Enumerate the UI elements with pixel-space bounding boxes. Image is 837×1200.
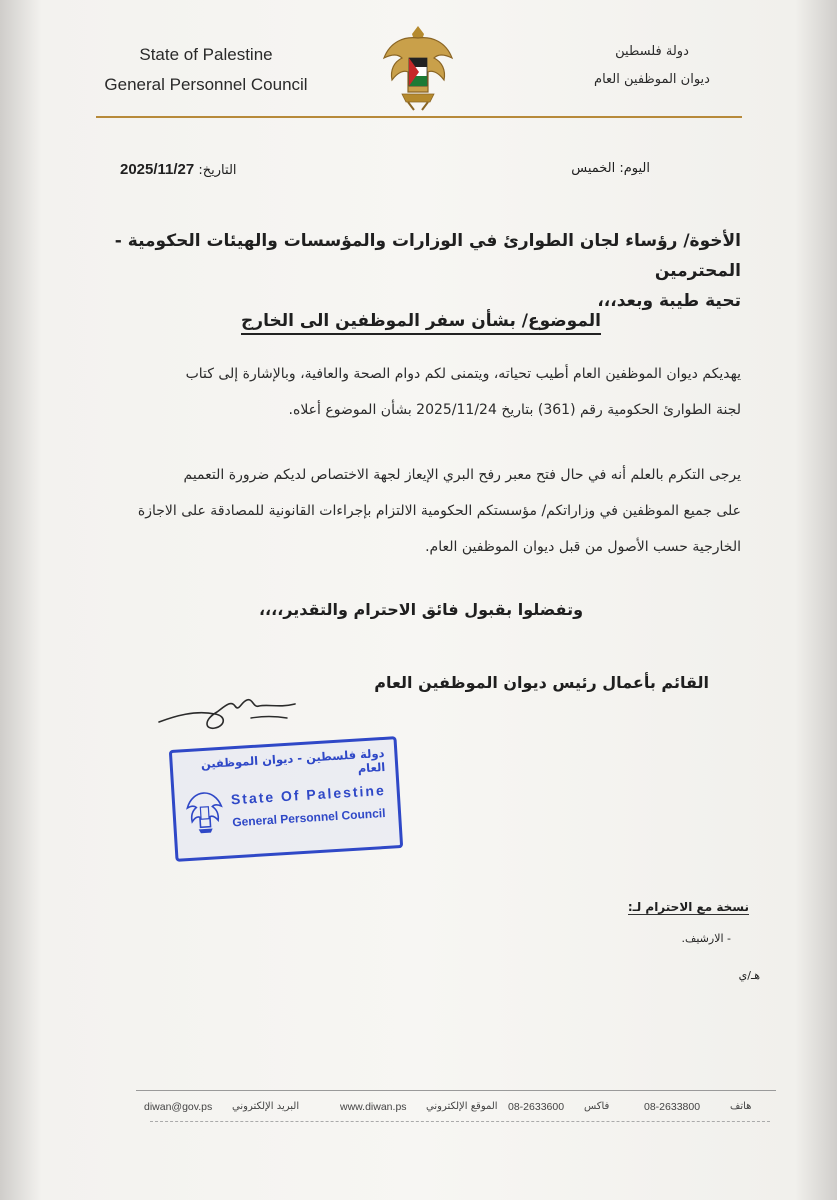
footer-website-label: الموقع الإلكتروني xyxy=(426,1101,498,1112)
paragraph-1-line-1: يهديكم ديوان الموظفين العام أطيب تحياته، ويتمنى لكم دوام الصحة والعافية، وبالإشارة إلى كتاب xyxy=(185,366,741,382)
paragraph-1-line-2: لجنة الطوارئ الحكومية رقم (361) بتاريخ 2025/11/24 بشأن الموضوع أعلاه. xyxy=(288,402,741,418)
reference-initials: هـ/ي xyxy=(738,969,760,982)
palestine-eagle-emblem-icon xyxy=(378,20,458,112)
closing-line: وتفضلوا بقبول فائق الاحترام والتقدير،،،، xyxy=(258,600,584,619)
addressee-line: الأخوة/ رؤساء لجان الطوارئ في الوزارات والمؤسسات والهيئات الحكومية - المحترمين xyxy=(114,231,741,281)
header-english xyxy=(96,40,316,100)
header-en-council: General Personnel Council xyxy=(104,75,308,94)
header-ar-council: ديوان الموظفين العام xyxy=(594,72,710,87)
stamp-english-line-2: General Personnel Council xyxy=(231,805,386,830)
footer-contacts xyxy=(144,1101,764,1117)
header-arabic xyxy=(552,38,752,94)
paragraph-1 xyxy=(91,356,741,428)
handwritten-signature xyxy=(155,692,305,737)
cc-title xyxy=(449,900,749,914)
stamp-frame xyxy=(169,736,403,862)
date-label: التاريخ: xyxy=(198,163,237,178)
date-value: 2025/11/27 xyxy=(120,161,195,178)
header-divider xyxy=(96,116,742,118)
stamp-english-line-1: State Of Palestine xyxy=(230,781,387,808)
day-label: اليوم: الخميس xyxy=(571,161,650,176)
date-row xyxy=(110,161,740,185)
cc-archive: - الارشيف. xyxy=(681,932,731,945)
footer-bottom-line xyxy=(150,1121,770,1122)
footer-fax: 08-2633600 xyxy=(508,1101,565,1113)
footer-phone-label: هاتف xyxy=(730,1101,752,1112)
stamp-eagle-icon xyxy=(184,788,225,836)
paragraph-2-line-2: على جميع الموظفين في وزاراتكم/ مؤسستكم الحكومية الالتزام بإجراءات القانونية للمصادقة على الاجازة xyxy=(137,503,741,519)
paragraph-2 xyxy=(91,457,741,565)
official-stamp xyxy=(172,743,400,855)
header-ar-state: دولة فلسطين xyxy=(615,44,689,59)
signer-title: القائم بأعمال رئيس ديوان الموظفين العام xyxy=(374,673,709,692)
header-en-state: State of Palestine xyxy=(139,45,273,64)
date-field xyxy=(120,161,237,178)
footer-divider xyxy=(136,1090,776,1091)
footer-website: www.diwan.ps xyxy=(340,1101,407,1113)
addressee xyxy=(91,226,741,316)
footer-fax-label: فاكس xyxy=(584,1101,610,1112)
greeting-line: تحية طيبة وبعد،،، xyxy=(597,291,741,311)
subject-text: الموضوع/ بشأن سفر الموظفين الى الخارج xyxy=(241,311,601,335)
stamp-arabic-text: دولة فلسطين - ديوان الموظفين العام xyxy=(200,745,386,776)
footer-phone: 08-2633800 xyxy=(644,1101,701,1113)
cc-title-text: نسخة مع الاحترام لـ: xyxy=(627,900,749,914)
paragraph-2-line-3: الخارجية حسب الأصول من قبل ديوان الموظفين العام. xyxy=(425,539,741,555)
subject-line xyxy=(96,311,746,331)
paragraph-2-line-1: يرجى التكرم بالعلم أنه في حال فتح معبر رفح البري الإيعاز لجهة الاختصاص لديكم ضرورة التعميم xyxy=(183,467,741,483)
footer-email-label: البريد الإلكتروني xyxy=(232,1101,300,1112)
footer-email: diwan@gov.ps xyxy=(144,1101,213,1113)
